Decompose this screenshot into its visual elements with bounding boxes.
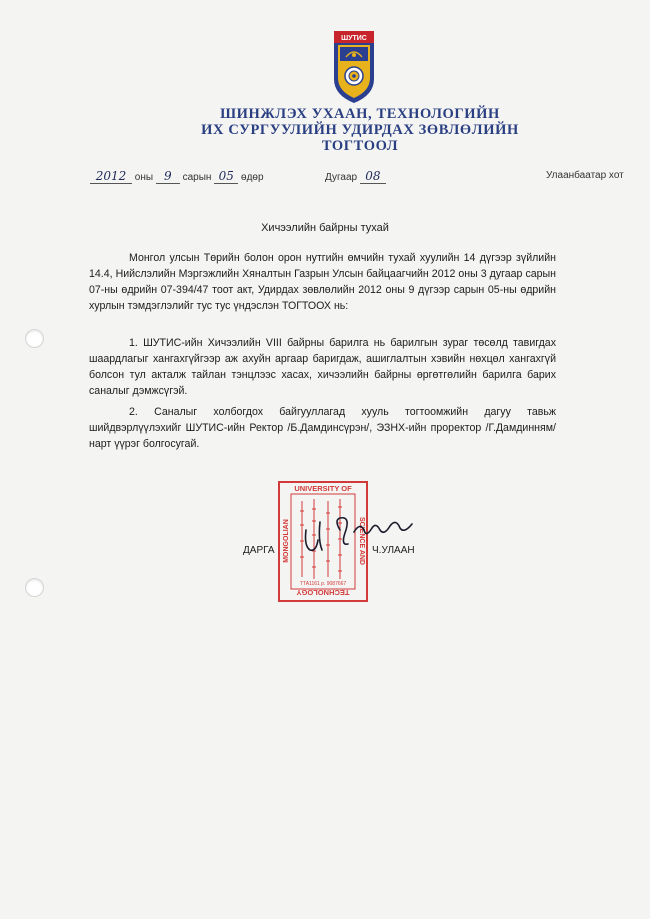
document-subject: Хичээлийн байрны тухай [261,222,389,234]
stamp-number: ТТА1161 р. 9087667 [299,581,347,587]
stamp-top-text: UNIVERSITY OF [294,484,352,493]
punch-hole [25,578,44,597]
signatory-role: ДАРГА [243,545,275,556]
date-year: 2012 [90,170,132,184]
heading-line-2: ИХ СУРГУУЛИЙН УДИРДАХ ЗӨВЛӨЛИЙН [201,122,519,138]
heading-line-3: ТОГТООЛ [321,138,399,154]
resolution-item-1: 1. ШУТИС-ийн Хичээлийн VIII байрны барилга нь барилгын зураг төсөлд тавигдах шаардлагыг хангахгүйгээр аж ахуйн аргаар баригдаж, ашиглалтын хэвийн нөхцөл хангахгүй болсон тул акталж тайлан тэнцлээс хасах, хичээлийн байрны өргөтгөлийн барилга барих саналыг дэмжсүгэй. [89,337,556,397]
document-city: Улаанбаатар хот [546,170,624,181]
document-number [325,170,386,184]
date-month-suffix: сарын [182,172,212,183]
heading-line-1: ШИНЖЛЭХ УХААН, ТЕХНОЛОГИЙН [220,106,500,122]
date-day: 05 [214,170,238,184]
stamp-left-text: MONGOLIAN [283,519,290,563]
number-value: 08 [360,170,386,184]
document-heading [160,106,560,154]
date-year-suffix: оны [134,172,154,183]
body-preamble: Монгол улсын Төрийн болон орон нутгийн өмчийн тухай хуулийн 14 дүгээр зүйлийн 14.4, Нийслэлийн Мэргэжлийн Хяналтын Газрын Улсын байцаагчийн 2012 оны 3 дугаар сарын 07-ны өдрийн 07-394/47 тоот акт, Удирдах зөвлөлийн 2012 оны 9 дүгээр сарын 05-ны өдрийн хурлын тэмдэглэлийг тус тус үндэслэн ТОГТООХ нь: [89,252,556,312]
emblem-label: ШУТИС [341,35,367,42]
punch-hole [25,329,44,348]
university-emblem-logo [334,31,374,103]
number-label: Дугаар [325,172,358,183]
stamp-bottom-text: TECHNOLOGY [296,588,350,597]
date-day-suffix: өдөр [241,172,264,183]
resolution-item-2: 2. Саналыг холбогдох байгууллагад хууль тогтоомжийн дагуу тавьж шийдвэрлүүлэхийг ШУТИС-ийн Ректор /Б.Дамдинсүрэн/, ЭЗНХ-ийн проректор /Г.Дамдинням/ нарт үүрэг болгосугай. [89,406,556,450]
document-date [90,170,264,184]
date-month: 9 [156,170,180,184]
signatory-name: Ч.УЛААН [372,545,415,556]
stamp-right-text: SCIENCE AND [358,517,365,565]
